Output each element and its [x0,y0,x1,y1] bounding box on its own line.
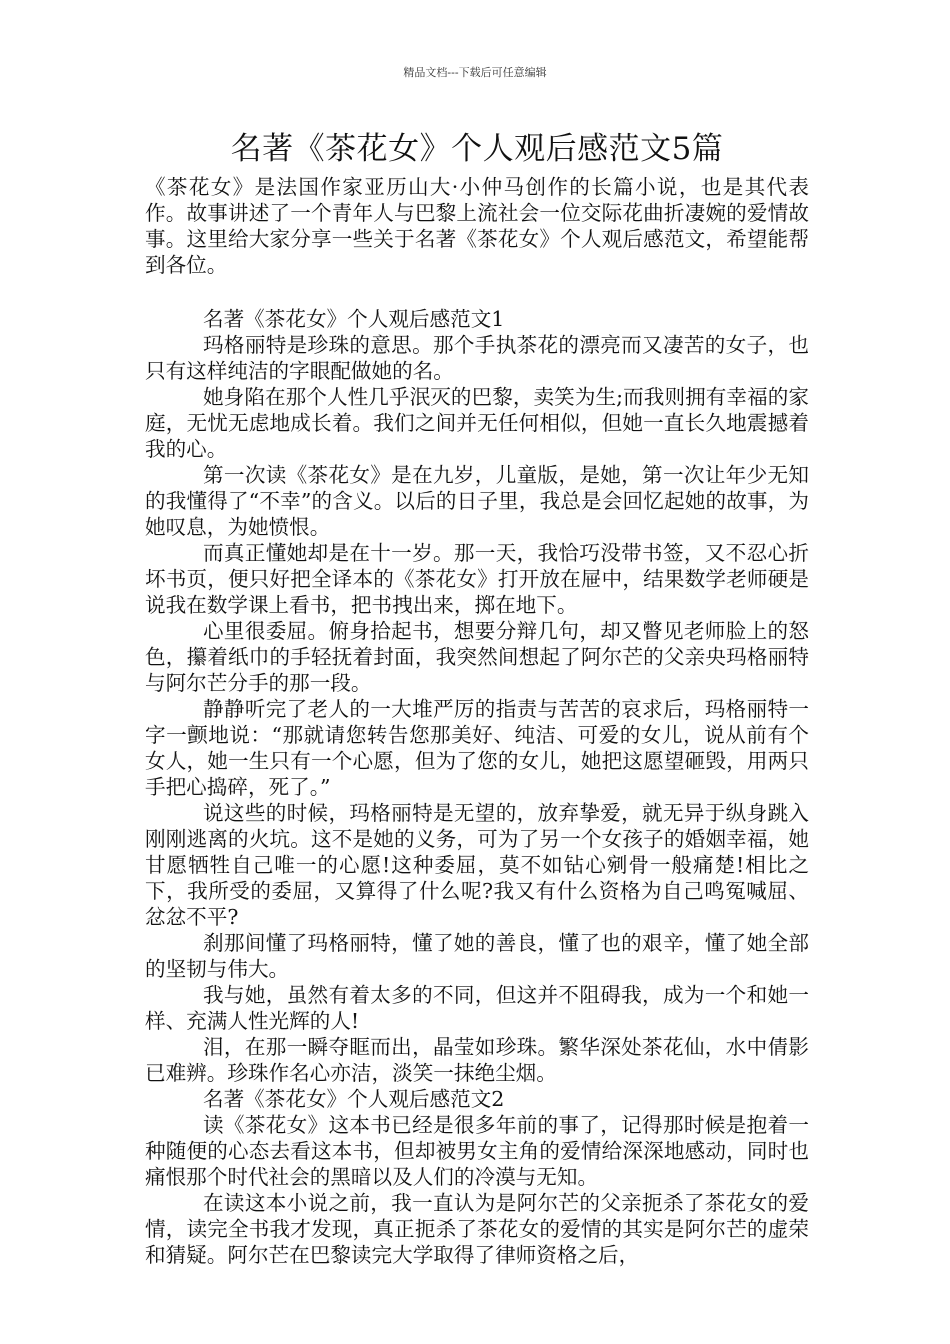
paragraph: 而真正懂她却是在十一岁。那一天，我恰巧没带书签，又不忍心折坏书页，便只好把全译本的《茶花女》打开放在屉中，结果数学老师硬是说我在数学课上看书，把书拽出来，掷在地下。 [145,541,809,617]
section-heading-1: 名著《茶花女》个人观后感范文1 [203,307,505,331]
paragraph: 读《茶花女》这本书已经是很多年前的事了，记得那时候是抱着一种随便的心态去看这本书，但却被男女主角的爱情给深深地感动，同时也痛恨那个时代社会的黑暗以及人们的冷漠与无知。 [145,1113,809,1189]
document-body [145,124,809,1268]
paragraph: 玛格丽特是珍珠的意思。那个手执茶花的漂亮而又凄苦的女子，也只有这样纯洁的字眼配做她的名。 [145,333,809,383]
paragraph: 她身陷在那个人性几乎泯灭的巴黎，卖笑为生;而我则拥有幸福的家庭，无忧无虑地成长着。我们之间并无任何相似，但她一直长久地震撼着我的心。 [145,385,809,461]
paragraph: 静静听完了老人的一大堆严厉的指责与苦苦的哀求后，玛格丽特一字一颤地说：“那就请您转告您那美好、纯洁、可爱的女儿，说从前有个女人，她一生只有一个心愿，但为了您的女儿，她把这愿望砸毁，用两只手把心捣碎，死了。” [145,697,809,799]
document-title: 名著《茶花女》个人观后感范文5篇 [230,131,724,167]
paragraph: 我与她，虽然有着太多的不同，但这并不阻碍我，成为一个和她一样、充满人性光辉的人! [145,983,809,1033]
page-header: 精品文档---下载后可任意编辑 [403,66,547,79]
paragraph: 泪，在那一瞬夺眶而出，晶莹如珍珠。繁华深处茶花仙，水中倩影已难辨。珍珠作名心亦洁，淡笑一抹绝尘烟。 [145,1035,809,1085]
intro-paragraph: 《茶花女》是法国作家亚历山大·小仲马创作的长篇小说，也是其代表作。故事讲述了一个青年人与巴黎上流社会一位交际花曲折凄婉的爱情故事。这里给大家分享一些关于名著《茶花女》个人观后感范文，希望能帮到各位。 [145,175,809,277]
paragraph: 刹那间懂了玛格丽特，懂了她的善良，懂了也的艰辛，懂了她全部的坚韧与伟大。 [145,931,809,981]
paragraph: 说这些的时候，玛格丽特是无望的，放弃挚爱，就无异于纵身跳入刚刚逃离的火坑。这不是她的义务，可为了另一个女孩子的婚姻幸福，她甘愿牺牲自己唯一的心愿!这种委屈，莫不如钻心剜骨一般痛楚!相比之下，我所受的委屈，又算得了什么呢?我又有什么资格为自己鸣冤喊屈、忿忿不平? [145,801,809,929]
spacer [145,278,809,306]
paragraph: 心里很委屈。俯身拾起书，想要分辩几句，却又瞥见老师脸上的怒色，攥着纸巾的手轻抚着封面，我突然间想起了阿尔芒的父亲央玛格丽特与阿尔芒分手的那一段。 [145,619,809,695]
paragraph: 在读这本小说之前，我一直认为是阿尔芒的父亲扼杀了茶花女的爱情，读完全书我才发现，真正扼杀了茶花女的爱情的其实是阿尔芒的虚荣和猜疑。阿尔芒在巴黎读完大学取得了律师资格之后， [145,1191,809,1267]
paragraph: 第一次读《茶花女》是在九岁，儿童版，是她，第一次让年少无知的我懂得了“不幸”的含义。以后的日子里，我总是会回忆起她的故事，为她叹息，为她愤恨。 [145,463,809,539]
section-heading-2: 名著《茶花女》个人观后感范文2 [203,1087,505,1111]
